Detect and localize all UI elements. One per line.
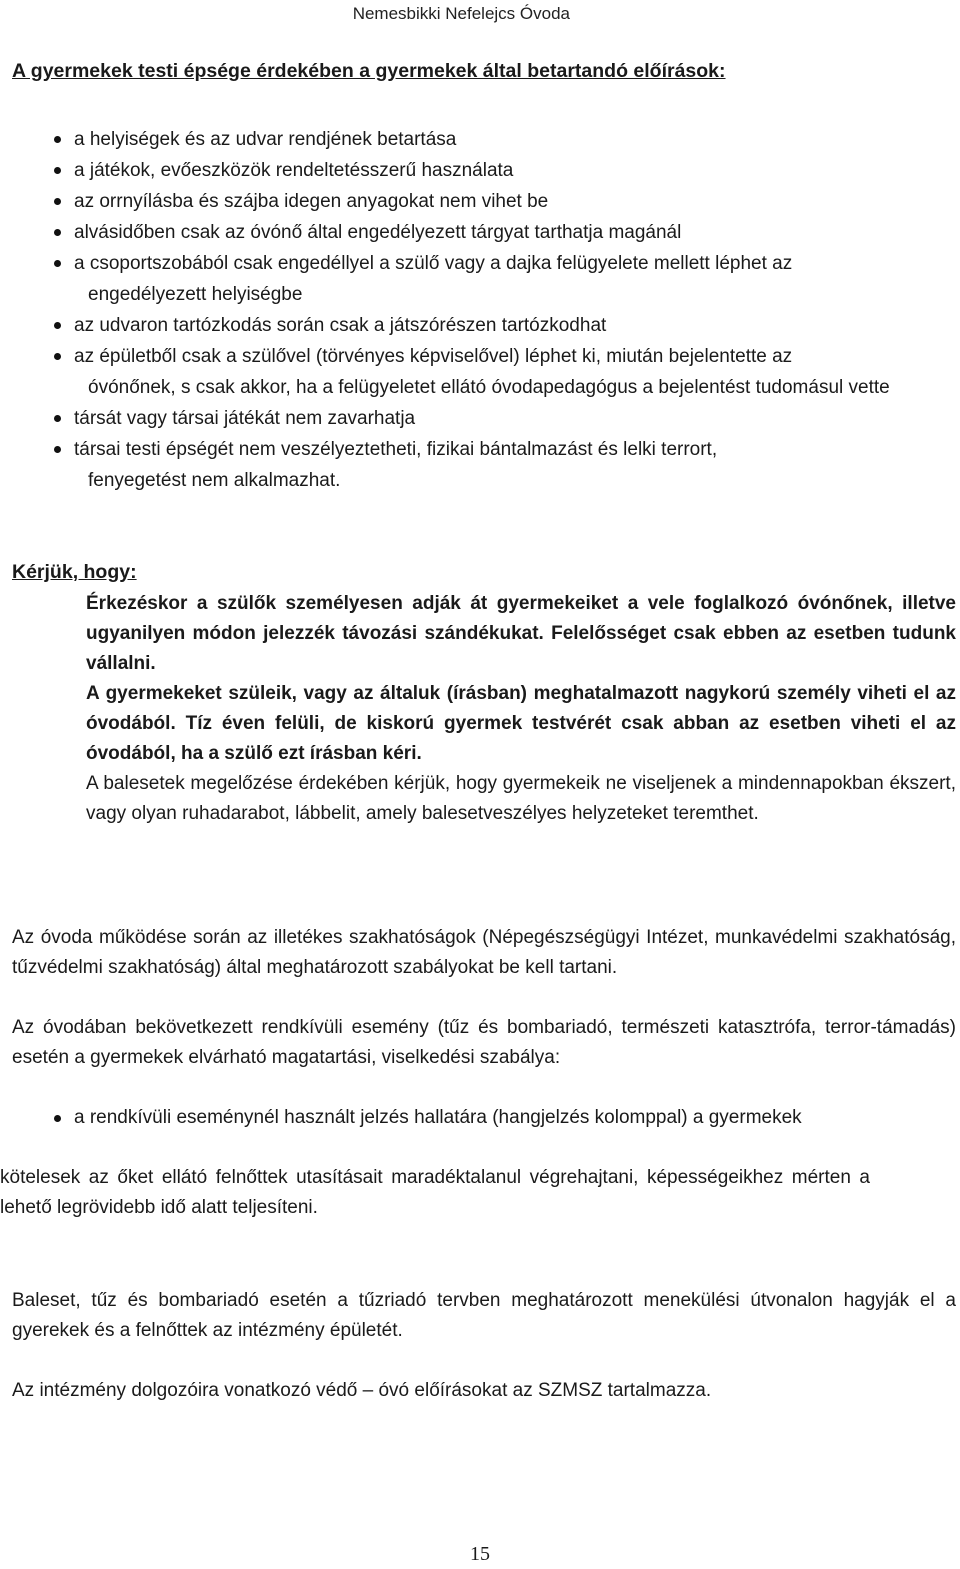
bullet-icon	[54, 353, 61, 360]
document-header: Nemesbikki Nefelejcs Óvoda	[352, 4, 570, 23]
bullet-icon	[54, 167, 61, 174]
jewelry-paragraph: A balesetek megelőzése érdekében kérjük, hogy gyermekeik ne viseljenek a mindennapokban ékszert, vagy olyan ruhadarabot, lábbelit, amely balesetveszélyes helyzeteket teremthet.	[86, 773, 956, 824]
child-rules-list	[54, 124, 956, 496]
bullet-icon	[54, 322, 61, 329]
emergency-paragraph: Az óvodában bekövetkezett rendkívüli esemény (tűz és bombariadó, természeti katasztrófa, terror-támadás) esetén a gyermekek elvárható magatartási, viselkedési szabálya:	[12, 1017, 956, 1068]
bullet-icon	[54, 229, 61, 236]
bullet-icon	[54, 415, 61, 422]
section-title: A gyermekek testi épsége érdekében a gyermekek által betartandó előírások:	[12, 60, 726, 82]
list-item: alvásidőben csak az óvónő által engedélyezett tárgyat tarthatja magánál	[54, 217, 956, 248]
pickup-paragraph: A gyermekeket szüleik, vagy az általuk (írásban) meghatalmazott nagykorú személy viheti el az óvodából. Tíz éven felüli, de kiskorú gyermek testvérét csak abban az esetben viheti el az óvodából, ha a szülő ezt írásban kéri.	[86, 683, 956, 764]
emergency-list	[54, 1103, 874, 1133]
authority-paragraph: Az óvoda működése során az illetékes szakhatóságok (Népegészségügyi Intézet, munkavédelmi szakhatóság, tűzvédelmi szakhatóság) által meghatározott szabályokat be kell tartani.	[12, 927, 956, 978]
list-item: az épületből csak a szülővel (törvényes képviselővel) léphet ki, miután bejelentette az óvónőnek, s csak akkor, ha a felügyeletet ellátó óvodapedagógus a bejelentést tudomásul vette	[54, 341, 956, 403]
evacuation-paragraph: Baleset, tűz és bombariadó esetén a tűzriadó tervben meghatározott menekülési útvonalon hagyják el a gyerekek és a felnőttek az intézmény épületét.	[12, 1290, 956, 1341]
list-item: az orrnyílásba és szájba idegen anyagokat nem vihet be	[54, 186, 956, 217]
list-item: a helyiségek és az udvar rendjének betartása	[54, 124, 956, 155]
request-block	[86, 589, 956, 829]
arrival-paragraph: Érkezéskor a szülők személyesen adják át gyermekeiket a vele foglalkozó óvónőnek, illetve ugyanilyen módon jelezzék távozási szándékukat. Felelősséget csak ebben az esetben tudunk vállalni.	[86, 593, 956, 674]
list-item: a rendkívüli eseménynél használt jelzés hallatára (hangjelzés kolomppal) a gyermekek	[54, 1103, 874, 1133]
bullet-icon	[54, 198, 61, 205]
list-item: a csoportszobából csak engedéllyel a szülő vagy a dajka felügyelete mellett léphet az engedélyezett helyiségbe	[54, 248, 956, 310]
bullet-icon	[54, 446, 61, 453]
list-item: az udvaron tartózkodás során csak a játszórészen tartózkodhat	[54, 310, 956, 341]
list-item: társát vagy társai játékát nem zavarhatja	[54, 403, 956, 434]
bullet-icon	[54, 260, 61, 267]
list-item: társai testi épségét nem veszélyeztetheti, fizikai bántalmazást és lelki terrort, fenyegetést nem alkalmazhat.	[54, 434, 956, 496]
request-label: Kérjük, hogy:	[12, 561, 137, 583]
bullet-icon	[54, 1115, 61, 1122]
list-item: a játékok, evőeszközök rendeltetésszerű használata	[54, 155, 956, 186]
bullet-icon	[54, 136, 61, 143]
emergency-continuation: kötelesek az őket ellátó felnőttek utasításait maradéktalanul végrehajtani, képességeikhez mérten a lehető legrövidebb idő alatt teljesíteni.	[0, 1167, 870, 1218]
page-number: 15	[470, 1543, 490, 1565]
szmsz-paragraph: Az intézmény dolgozóira vonatkozó védő – óvó előírásokat az SZMSZ tartalmazza.	[12, 1380, 712, 1401]
